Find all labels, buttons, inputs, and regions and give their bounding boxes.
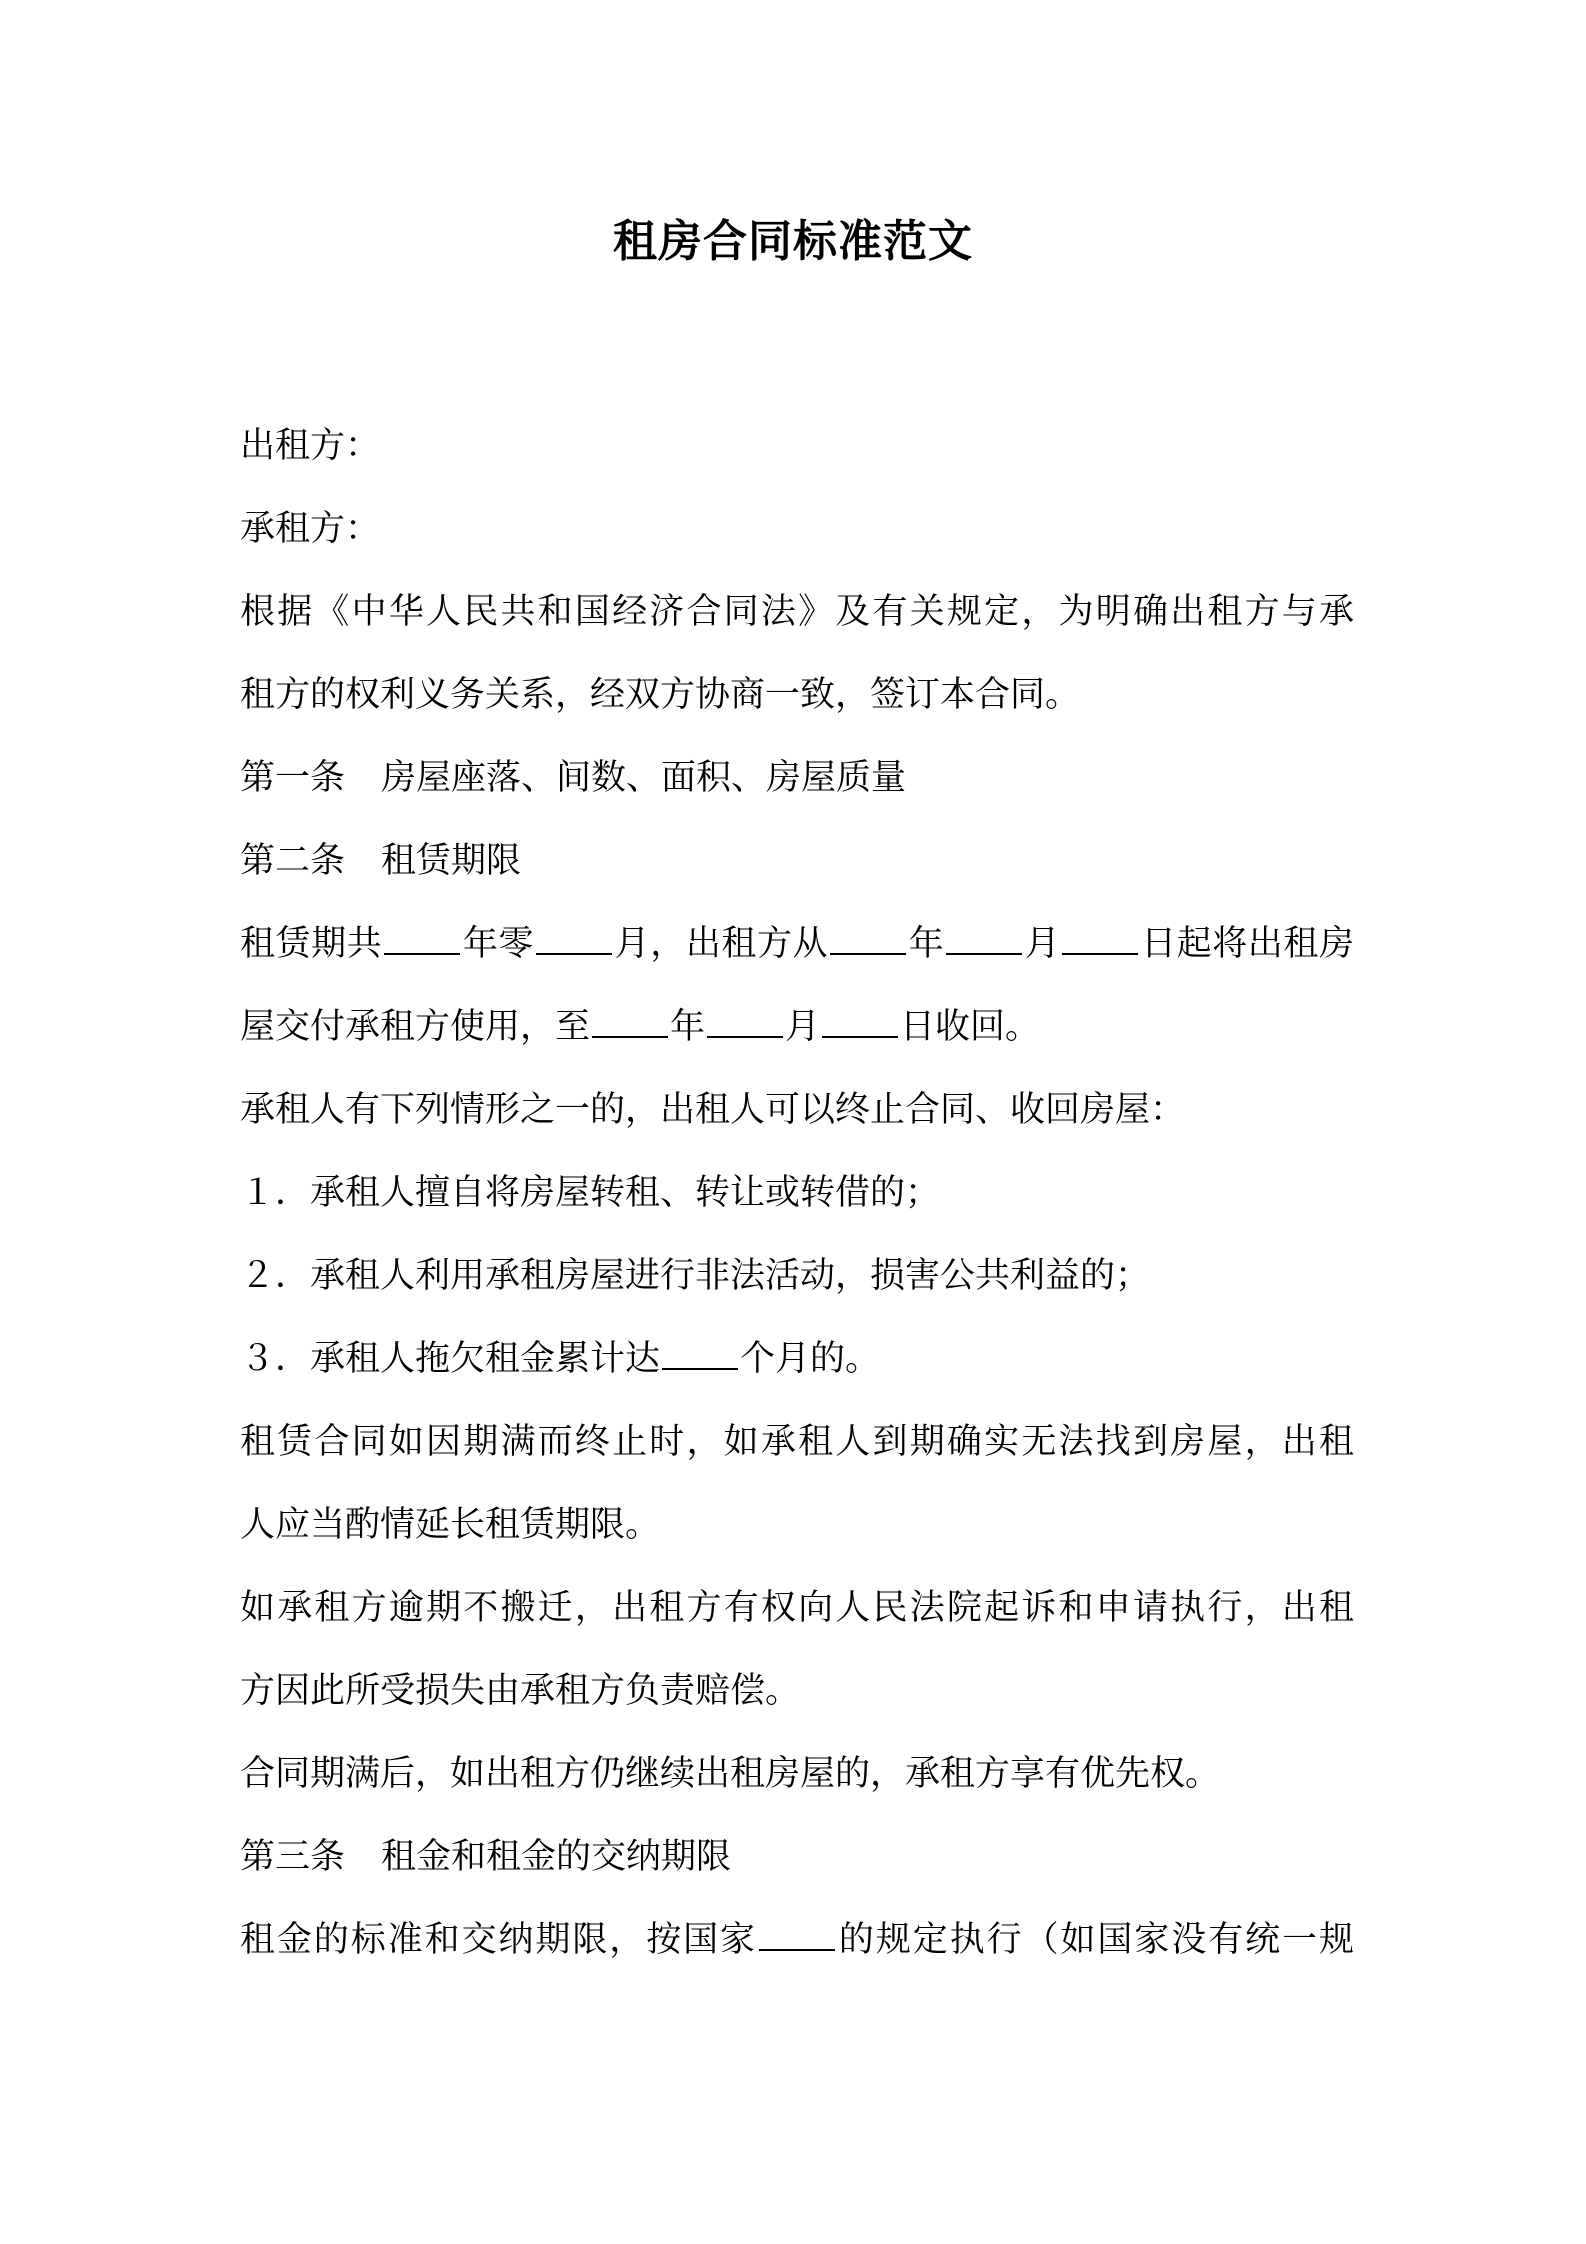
blank-line: [830, 923, 906, 955]
termination-item-3: [240, 1318, 1360, 1401]
rent-line-1: [240, 1899, 1354, 1982]
article-2-heading: [240, 820, 1360, 903]
blank-line: [707, 1006, 783, 1038]
lease-term-text: 屋交付承租方使用，至: [240, 1007, 591, 1047]
article-2-number: 第二条: [240, 841, 346, 881]
blank-line: [384, 923, 460, 955]
document-body: [240, 405, 1360, 1982]
blank-line: [592, 1006, 668, 1038]
rent-text: 租金的标准和交纳期限，按国家: [240, 1920, 757, 1960]
blank-line: [536, 923, 612, 955]
termination-item-1: １．承租人擅自将房屋转租、转让或转借的；: [240, 1173, 941, 1213]
lessee-line: [240, 488, 1360, 571]
article-1-heading: [240, 737, 1360, 820]
article-1-title: 房屋座落、间数、面积、房屋质量: [381, 758, 907, 798]
termination-intro: 承租人有下列情形之一的，出租人可以终止合同、收回房屋：: [240, 1090, 1186, 1130]
rent-text: 的规定执行（如国家没有统一规: [837, 1920, 1354, 1960]
lease-term-text: 年: [908, 924, 945, 964]
lease-term-text: 年零: [462, 924, 535, 964]
blank-line: [1062, 923, 1138, 955]
article-3-number: 第三条: [240, 1837, 346, 1877]
blank-line: [759, 1919, 835, 1951]
blank-line: [822, 1006, 898, 1038]
item-3-text: ３．承租人拖欠租金累计达: [240, 1339, 661, 1379]
lease-term-line-1: [240, 903, 1354, 986]
article-1-number: 第一条: [240, 758, 346, 798]
preamble-line-2: 租方的权利义务关系，经双方协商一致，签订本合同。: [240, 675, 1081, 715]
blank-line: [662, 1338, 738, 1370]
item-3-text: 个月的。: [740, 1339, 881, 1379]
lease-term-text: 日起将出租房: [1140, 924, 1354, 964]
overdue-line-1: 如承租方逾期不搬迁，出租方有权向人民法院起诉和申请执行，出租: [240, 1588, 1354, 1628]
termination-item-2: ２．承租人利用承租房屋进行非法活动，损害公共利益的；: [240, 1256, 1151, 1296]
article-3-heading: [240, 1816, 1360, 1899]
lease-term-line-2: [240, 986, 1360, 1069]
lease-term-text: 月: [1024, 924, 1061, 964]
lease-term-text: 年: [670, 1007, 706, 1047]
blank-line: [946, 923, 1022, 955]
document-title: 租房合同标准范文: [613, 216, 973, 267]
lease-term-text: 日收回。: [900, 1007, 1041, 1047]
priority-line: 合同期满后，如出租方仍继续出租房屋的，承租方享有优先权。: [240, 1754, 1221, 1794]
lessee-label: 承租方：: [240, 509, 381, 549]
lease-term-text: 租赁期共: [240, 924, 383, 964]
lease-term-text: 月: [785, 1007, 821, 1047]
article-2-title: 租赁期限: [381, 841, 522, 881]
lessor-label: 出租方：: [240, 426, 381, 466]
overdue-line-2: 方因此所受损失由承租方负责赔偿。: [240, 1671, 801, 1711]
extension-line-1: 租赁合同如因期满而终止时，如承租人到期确实无法找到房屋，出租: [240, 1422, 1354, 1462]
extension-line-2: 人应当酌情延长租赁期限。: [240, 1505, 661, 1545]
article-3-title: 租金和租金的交纳期限: [381, 1837, 732, 1877]
lessor-line: [240, 405, 1360, 488]
preamble-line-1: 根据《中华人民共和国经济合同法》及有关规定，为明确出租方与承: [240, 592, 1354, 632]
lease-term-text: 月，出租方从: [614, 924, 829, 964]
